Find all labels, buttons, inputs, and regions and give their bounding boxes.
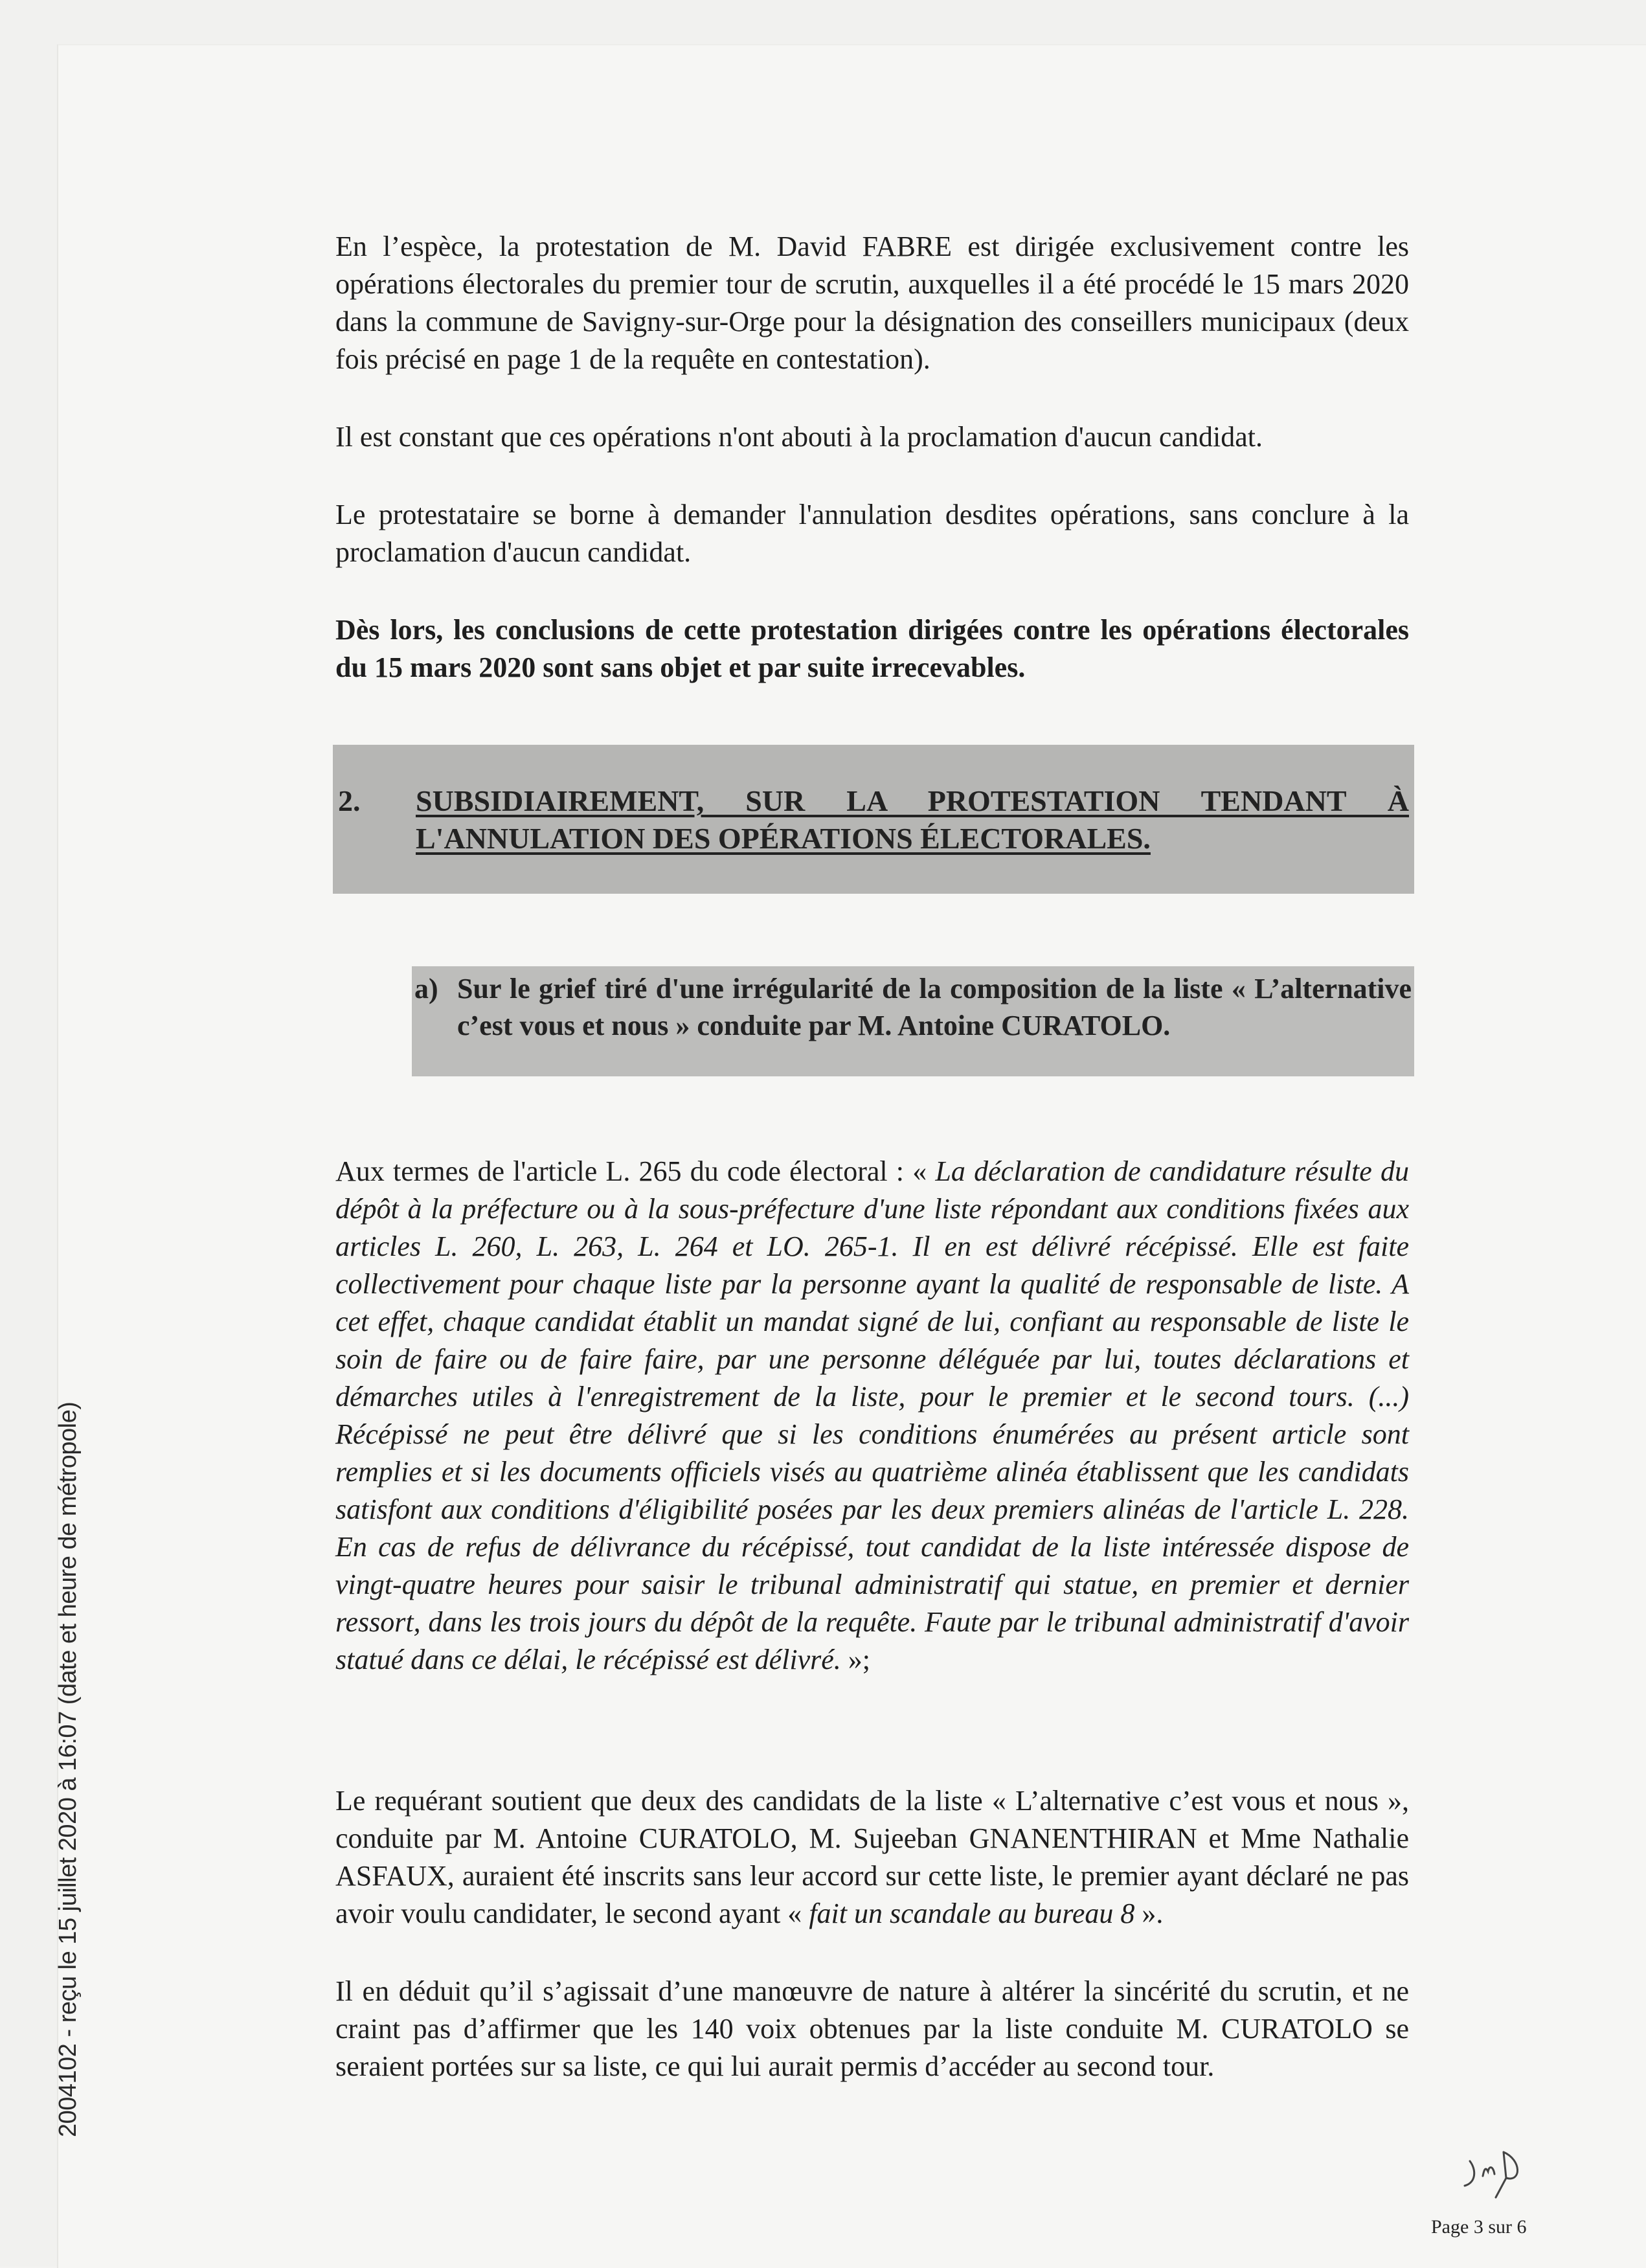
intro-block xyxy=(335,228,1409,686)
subsection-title: Sur le grief tiré d'une irrégularité de la composition de la liste « L’alternative c’est vous et nous » conduite par M. Antoine CURATOLO. xyxy=(457,973,1412,1041)
paragraph-no-proclamation: Il est constant que ces opérations n'ont abouti à la proclamation d'aucun candidat. xyxy=(335,421,1263,453)
subsection-letter: a) xyxy=(414,973,438,1004)
paragraph-annulment-request: Le protestataire se borne à demander l'annulation desdites opérations, sans conclure à la proclamation d'aucun candidat. xyxy=(335,499,1409,568)
article-intro: Aux termes de l'article L. 265 du code électoral : « xyxy=(335,1155,936,1187)
paragraph-claim xyxy=(335,1782,1409,1933)
claim-text: Le requérant soutient que deux des candidats de la liste « L’alternative c’est vous et nous », conduite par M. Antoine CURATOLO, M. Sujeeban GNANENTHIRAN et Mme Nathalie ASFAUX, auraient été inscrits sans leur accord sur cette liste, le premier ayant déclaré ne pas avoir voulu candidater, le second ayant « xyxy=(335,1785,1409,1929)
section-heading xyxy=(333,745,1414,894)
claim-italic-quote: fait un scandale au bureau 8 xyxy=(809,1898,1135,1929)
article-quote-text: La déclaration de candidature résulte du dépôt à la préfecture ou à la sous-préfecture d'une liste répondant aux conditions fixées aux articles L. 260, L. 263, L. 264 et LO. 265-1. Il en est délivré récépissé. Elle est faite collectivement pour chaque liste par la personne ayant la qualité de responsable de liste. A cet effet, chaque candidat établit un mandat signé de lui, confiant au responsable de liste le soin de faire ou de faire faire, par une personne déléguée par lui, toutes déclarations et démarches utiles à l'enregistrement de la liste, pour le premier et le second tours. (...) Récépissé ne peut être délivré que si les conditions énumérées au présent article sont remplies et si les documents officiels visés au quatrième alinéa établissent que les candidats satisfont aux conditions d'éligibilité posées par les deux premiers alinéas de l'article L. 228. En cas de refus de délivrance du récépissé, tout candidat de la liste intéressée dispose de vingt-quatre heures pour saisir le tribunal administratif qui statue, en premier et dernier ressort, dans les trois jours du dépôt de la requête. Faute par le tribunal administratif d'avoir statué dans ce délai, le récépissé est délivré. xyxy=(335,1155,1409,1675)
reception-stamp: 2004102 - reçu le 15 juillet 2020 à 16:07 (date et heure de métropole) xyxy=(54,1401,82,2137)
paragraph-article-l265 xyxy=(335,1153,1409,1679)
paragraph-deduction: Il en déduit qu’il s’agissait d’une manœuvre de nature à altérer la sincérité du scrutin, et ne craint pas d’affirmer que les 140 voix obtenues par la liste conduite M. CURATOLO se seraient portées sur sa liste, ce qui lui aurait permis d’accéder au second tour. xyxy=(335,1975,1409,2082)
section-number: 2. xyxy=(338,784,361,817)
article-quote-closing: »; xyxy=(840,1644,870,1675)
subsection-heading xyxy=(412,966,1414,1076)
article-quote-block xyxy=(335,1153,1409,1679)
paragraph-protest-scope: En l’espèce, la protestation de M. David FABRE est dirigée exclusivement contre les opérations électorales du premier tour de scrutin, auxquelles il a été procédé le 15 mars 2020 dans la commune de Savigny-sur-Orge pour la désignation des conseillers municipaux (deux fois précisé en page 1 de la requête en contestation). xyxy=(335,231,1409,375)
section-title: SUBSIDIAIREMENT, SUR LA PROTESTATION TENDANT À L'ANNULATION DES OPÉRATIONS ÉLECTORALES. xyxy=(416,784,1409,855)
page-number: Page 3 sur 6 xyxy=(1431,2216,1527,2238)
argument-block xyxy=(335,1782,1409,2085)
paragraph-conclusion: Dès lors, les conclusions de cette protestation dirigées contre les opérations électorales du 15 mars 2020 sont sans objet et par suite irrecevables. xyxy=(335,614,1409,683)
handwritten-initials-icon xyxy=(1457,2147,1528,2208)
claim-closing: ». xyxy=(1134,1898,1164,1929)
